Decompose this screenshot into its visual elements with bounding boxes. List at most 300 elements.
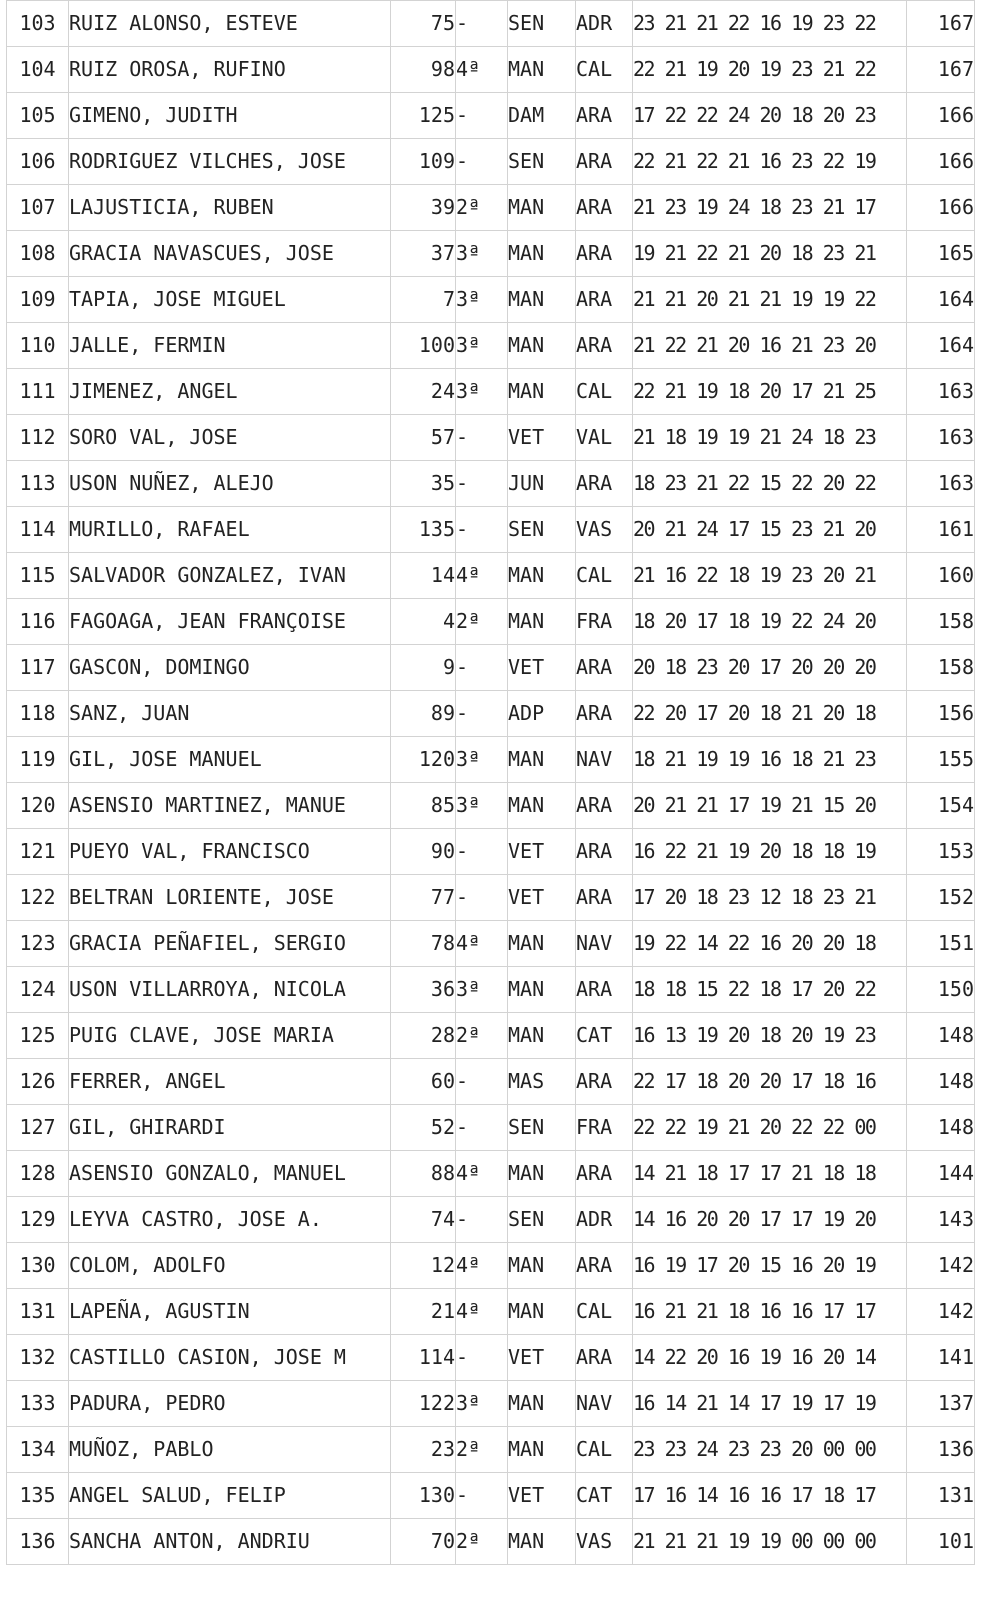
- dorsal-cell: 75: [391, 1, 456, 47]
- position-cell: 129: [7, 1197, 69, 1243]
- name-cell: LAJUSTICIA, RUBEN: [69, 185, 391, 231]
- name-cell: ASENSIO MARTINEZ, MANUE: [69, 783, 391, 829]
- position-cell: 126: [7, 1059, 69, 1105]
- total-cell: 136: [907, 1427, 975, 1473]
- total-cell: 165: [907, 231, 975, 277]
- name-cell: RUIZ OROSA, RUFINO: [69, 47, 391, 93]
- class-cell: MAN: [508, 231, 576, 277]
- dorsal-cell: 122: [391, 1381, 456, 1427]
- table-row: [7, 1059, 975, 1105]
- class-cell: VET: [508, 1335, 576, 1381]
- federation-cell: NAV: [576, 921, 633, 967]
- name-cell: RODRIGUEZ VILCHES, JOSE: [69, 139, 391, 185]
- total-cell: 101: [907, 1519, 975, 1565]
- class-cell: MAN: [508, 553, 576, 599]
- class-cell: VET: [508, 875, 576, 921]
- federation-cell: FRA: [576, 1105, 633, 1151]
- federation-cell: ARA: [576, 967, 633, 1013]
- total-cell: 166: [907, 139, 975, 185]
- dorsal-cell: 23: [391, 1427, 456, 1473]
- position-cell: 118: [7, 691, 69, 737]
- table-row: [7, 691, 975, 737]
- total-cell: 155: [907, 737, 975, 783]
- name-cell: MURILLO, RAFAEL: [69, 507, 391, 553]
- dorsal-cell: 125: [391, 93, 456, 139]
- table-row: [7, 93, 975, 139]
- total-cell: 142: [907, 1243, 975, 1289]
- category-cell: 3ª: [456, 1381, 508, 1427]
- total-cell: 167: [907, 1, 975, 47]
- table-row: [7, 875, 975, 921]
- class-cell: MAN: [508, 1427, 576, 1473]
- federation-cell: CAL: [576, 1289, 633, 1335]
- dorsal-cell: 130: [391, 1473, 456, 1519]
- table-row: [7, 1289, 975, 1335]
- federation-cell: VAS: [576, 507, 633, 553]
- federation-cell: VAS: [576, 1519, 633, 1565]
- position-cell: 103: [7, 1, 69, 47]
- class-cell: SEN: [508, 1197, 576, 1243]
- table-row: [7, 139, 975, 185]
- scores-cell: 20 21 21 17 19 21 15 20: [633, 783, 907, 829]
- table-row: [7, 599, 975, 645]
- scores-cell: 22 20 17 20 18 21 20 18: [633, 691, 907, 737]
- name-cell: MUÑOZ, PABLO: [69, 1427, 391, 1473]
- category-cell: 2ª: [456, 1013, 508, 1059]
- total-cell: 158: [907, 599, 975, 645]
- scores-cell: 21 23 19 24 18 23 21 17: [633, 185, 907, 231]
- dorsal-cell: 52: [391, 1105, 456, 1151]
- category-cell: -: [456, 461, 508, 507]
- total-cell: 152: [907, 875, 975, 921]
- dorsal-cell: 74: [391, 1197, 456, 1243]
- class-cell: MAN: [508, 1381, 576, 1427]
- dorsal-cell: 98: [391, 47, 456, 93]
- dorsal-cell: 24: [391, 369, 456, 415]
- federation-cell: ARA: [576, 1243, 633, 1289]
- name-cell: JALLE, FERMIN: [69, 323, 391, 369]
- federation-cell: NAV: [576, 737, 633, 783]
- position-cell: 128: [7, 1151, 69, 1197]
- scores-cell: 18 18 15 22 18 17 20 22: [633, 967, 907, 1013]
- position-cell: 123: [7, 921, 69, 967]
- scores-cell: 22 21 19 18 20 17 21 25: [633, 369, 907, 415]
- total-cell: 153: [907, 829, 975, 875]
- scores-cell: 21 16 22 18 19 23 20 21: [633, 553, 907, 599]
- class-cell: MAN: [508, 921, 576, 967]
- position-cell: 134: [7, 1427, 69, 1473]
- federation-cell: CAL: [576, 1427, 633, 1473]
- table-row: [7, 1, 975, 47]
- category-cell: 3ª: [456, 967, 508, 1013]
- name-cell: FAGOAGA, JEAN FRANÇOISE: [69, 599, 391, 645]
- table-row: [7, 783, 975, 829]
- scores-cell: 16 19 17 20 15 16 20 19: [633, 1243, 907, 1289]
- dorsal-cell: 4: [391, 599, 456, 645]
- total-cell: 161: [907, 507, 975, 553]
- position-cell: 112: [7, 415, 69, 461]
- federation-cell: ARA: [576, 691, 633, 737]
- scores-cell: 16 21 21 18 16 16 17 17: [633, 1289, 907, 1335]
- class-cell: MAN: [508, 323, 576, 369]
- class-cell: MAN: [508, 1013, 576, 1059]
- results-table: [6, 0, 975, 1565]
- table-row: [7, 415, 975, 461]
- table-row: [7, 1013, 975, 1059]
- class-cell: MAN: [508, 1519, 576, 1565]
- scores-cell: 18 21 19 19 16 18 21 23: [633, 737, 907, 783]
- position-cell: 108: [7, 231, 69, 277]
- category-cell: -: [456, 875, 508, 921]
- scores-cell: 19 21 22 21 20 18 23 21: [633, 231, 907, 277]
- category-cell: -: [456, 829, 508, 875]
- position-cell: 114: [7, 507, 69, 553]
- category-cell: -: [456, 139, 508, 185]
- total-cell: 141: [907, 1335, 975, 1381]
- table-row: [7, 323, 975, 369]
- position-cell: 105: [7, 93, 69, 139]
- total-cell: 160: [907, 553, 975, 599]
- table-row: [7, 737, 975, 783]
- class-cell: VET: [508, 645, 576, 691]
- dorsal-cell: 85: [391, 783, 456, 829]
- position-cell: 115: [7, 553, 69, 599]
- table-row: [7, 1105, 975, 1151]
- scores-cell: 22 21 19 20 19 23 21 22: [633, 47, 907, 93]
- dorsal-cell: 12: [391, 1243, 456, 1289]
- class-cell: MAN: [508, 1243, 576, 1289]
- position-cell: 110: [7, 323, 69, 369]
- total-cell: 156: [907, 691, 975, 737]
- name-cell: PADURA, PEDRO: [69, 1381, 391, 1427]
- total-cell: 151: [907, 921, 975, 967]
- class-cell: MAN: [508, 967, 576, 1013]
- dorsal-cell: 78: [391, 921, 456, 967]
- federation-cell: ARA: [576, 323, 633, 369]
- name-cell: GIL, GHIRARDI: [69, 1105, 391, 1151]
- federation-cell: ARA: [576, 1151, 633, 1197]
- total-cell: 163: [907, 369, 975, 415]
- name-cell: GRACIA PEÑAFIEL, SERGIO: [69, 921, 391, 967]
- name-cell: PUEYO VAL, FRANCISCO: [69, 829, 391, 875]
- scores-cell: 18 23 21 22 15 22 20 22: [633, 461, 907, 507]
- class-cell: VET: [508, 415, 576, 461]
- category-cell: 4ª: [456, 1289, 508, 1335]
- table-row: [7, 185, 975, 231]
- class-cell: VET: [508, 1473, 576, 1519]
- position-cell: 113: [7, 461, 69, 507]
- results-body: [7, 1, 975, 1565]
- category-cell: 4ª: [456, 1243, 508, 1289]
- scores-cell: 14 21 18 17 17 21 18 18: [633, 1151, 907, 1197]
- name-cell: USON VILLARROYA, NICOLA: [69, 967, 391, 1013]
- federation-cell: ARA: [576, 829, 633, 875]
- position-cell: 136: [7, 1519, 69, 1565]
- name-cell: COLOM, ADOLFO: [69, 1243, 391, 1289]
- dorsal-cell: 100: [391, 323, 456, 369]
- name-cell: BELTRAN LORIENTE, JOSE: [69, 875, 391, 921]
- table-row: [7, 1335, 975, 1381]
- name-cell: PUIG CLAVE, JOSE MARIA: [69, 1013, 391, 1059]
- federation-cell: ARA: [576, 875, 633, 921]
- category-cell: -: [456, 507, 508, 553]
- dorsal-cell: 36: [391, 967, 456, 1013]
- federation-cell: ADR: [576, 1197, 633, 1243]
- scores-cell: 22 17 18 20 20 17 18 16: [633, 1059, 907, 1105]
- scores-cell: 17 16 14 16 16 17 18 17: [633, 1473, 907, 1519]
- position-cell: 106: [7, 139, 69, 185]
- table-row: [7, 645, 975, 691]
- total-cell: 158: [907, 645, 975, 691]
- dorsal-cell: 114: [391, 1335, 456, 1381]
- dorsal-cell: 70: [391, 1519, 456, 1565]
- name-cell: LAPEÑA, AGUSTIN: [69, 1289, 391, 1335]
- category-cell: 3ª: [456, 737, 508, 783]
- federation-cell: ARA: [576, 1059, 633, 1105]
- federation-cell: ADR: [576, 1, 633, 47]
- class-cell: MAN: [508, 185, 576, 231]
- federation-cell: ARA: [576, 93, 633, 139]
- total-cell: 164: [907, 323, 975, 369]
- position-cell: 131: [7, 1289, 69, 1335]
- class-cell: SEN: [508, 139, 576, 185]
- category-cell: -: [456, 93, 508, 139]
- table-row: [7, 829, 975, 875]
- class-cell: MAN: [508, 1151, 576, 1197]
- scores-cell: 18 20 17 18 19 22 24 20: [633, 599, 907, 645]
- scores-cell: 17 20 18 23 12 18 23 21: [633, 875, 907, 921]
- category-cell: 2ª: [456, 1427, 508, 1473]
- dorsal-cell: 28: [391, 1013, 456, 1059]
- total-cell: 137: [907, 1381, 975, 1427]
- category-cell: -: [456, 691, 508, 737]
- total-cell: 150: [907, 967, 975, 1013]
- name-cell: SALVADOR GONZALEZ, IVAN: [69, 553, 391, 599]
- name-cell: LEYVA CASTRO, JOSE A.: [69, 1197, 391, 1243]
- federation-cell: ARA: [576, 783, 633, 829]
- position-cell: 104: [7, 47, 69, 93]
- category-cell: 3ª: [456, 323, 508, 369]
- name-cell: JIMENEZ, ANGEL: [69, 369, 391, 415]
- class-cell: MAN: [508, 1289, 576, 1335]
- scores-cell: 19 22 14 22 16 20 20 18: [633, 921, 907, 967]
- category-cell: -: [456, 415, 508, 461]
- category-cell: 3ª: [456, 231, 508, 277]
- name-cell: RUIZ ALONSO, ESTEVE: [69, 1, 391, 47]
- federation-cell: ARA: [576, 185, 633, 231]
- category-cell: 4ª: [456, 921, 508, 967]
- category-cell: 3ª: [456, 277, 508, 323]
- category-cell: 2ª: [456, 599, 508, 645]
- position-cell: 109: [7, 277, 69, 323]
- position-cell: 121: [7, 829, 69, 875]
- class-cell: SEN: [508, 1105, 576, 1151]
- dorsal-cell: 39: [391, 185, 456, 231]
- table-row: [7, 47, 975, 93]
- position-cell: 107: [7, 185, 69, 231]
- position-cell: 119: [7, 737, 69, 783]
- class-cell: MAN: [508, 277, 576, 323]
- name-cell: ASENSIO GONZALO, MANUEL: [69, 1151, 391, 1197]
- scores-cell: 17 22 22 24 20 18 20 23: [633, 93, 907, 139]
- federation-cell: ARA: [576, 139, 633, 185]
- class-cell: MAN: [508, 599, 576, 645]
- name-cell: SORO VAL, JOSE: [69, 415, 391, 461]
- scores-cell: 20 18 23 20 17 20 20 20: [633, 645, 907, 691]
- category-cell: -: [456, 1, 508, 47]
- category-cell: -: [456, 1197, 508, 1243]
- class-cell: MAN: [508, 369, 576, 415]
- table-row: [7, 1427, 975, 1473]
- position-cell: 120: [7, 783, 69, 829]
- total-cell: 166: [907, 93, 975, 139]
- federation-cell: ARA: [576, 645, 633, 691]
- position-cell: 117: [7, 645, 69, 691]
- scores-cell: 21 21 20 21 21 19 19 22: [633, 277, 907, 323]
- total-cell: 148: [907, 1105, 975, 1151]
- total-cell: 167: [907, 47, 975, 93]
- total-cell: 148: [907, 1059, 975, 1105]
- federation-cell: FRA: [576, 599, 633, 645]
- table-row: [7, 461, 975, 507]
- class-cell: MAN: [508, 737, 576, 783]
- table-row: [7, 369, 975, 415]
- position-cell: 127: [7, 1105, 69, 1151]
- federation-cell: NAV: [576, 1381, 633, 1427]
- federation-cell: ARA: [576, 231, 633, 277]
- dorsal-cell: 89: [391, 691, 456, 737]
- position-cell: 122: [7, 875, 69, 921]
- class-cell: DAM: [508, 93, 576, 139]
- scores-cell: 22 21 22 21 16 23 22 19: [633, 139, 907, 185]
- total-cell: 163: [907, 461, 975, 507]
- federation-cell: VAL: [576, 415, 633, 461]
- table-row: [7, 1243, 975, 1289]
- scores-cell: 14 16 20 20 17 17 19 20: [633, 1197, 907, 1243]
- table-row: [7, 1197, 975, 1243]
- position-cell: 132: [7, 1335, 69, 1381]
- total-cell: 163: [907, 415, 975, 461]
- category-cell: 2ª: [456, 185, 508, 231]
- total-cell: 166: [907, 185, 975, 231]
- total-cell: 142: [907, 1289, 975, 1335]
- federation-cell: CAT: [576, 1473, 633, 1519]
- federation-cell: ARA: [576, 461, 633, 507]
- scores-cell: 22 22 19 21 20 22 22 00: [633, 1105, 907, 1151]
- scores-cell: 21 18 19 19 21 24 18 23: [633, 415, 907, 461]
- table-row: [7, 231, 975, 277]
- table-row: [7, 1473, 975, 1519]
- federation-cell: CAL: [576, 369, 633, 415]
- dorsal-cell: 88: [391, 1151, 456, 1197]
- name-cell: GRACIA NAVASCUES, JOSE: [69, 231, 391, 277]
- dorsal-cell: 7: [391, 277, 456, 323]
- federation-cell: CAL: [576, 47, 633, 93]
- position-cell: 116: [7, 599, 69, 645]
- class-cell: JUN: [508, 461, 576, 507]
- table-row: [7, 507, 975, 553]
- table-row: [7, 553, 975, 599]
- total-cell: 143: [907, 1197, 975, 1243]
- dorsal-cell: 77: [391, 875, 456, 921]
- class-cell: SEN: [508, 507, 576, 553]
- position-cell: 111: [7, 369, 69, 415]
- total-cell: 148: [907, 1013, 975, 1059]
- class-cell: SEN: [508, 1, 576, 47]
- name-cell: CASTILLO CASION, JOSE M: [69, 1335, 391, 1381]
- federation-cell: CAT: [576, 1013, 633, 1059]
- category-cell: 4ª: [456, 1151, 508, 1197]
- scores-cell: 14 22 20 16 19 16 20 14: [633, 1335, 907, 1381]
- scores-cell: 20 21 24 17 15 23 21 20: [633, 507, 907, 553]
- dorsal-cell: 60: [391, 1059, 456, 1105]
- category-cell: 3ª: [456, 783, 508, 829]
- class-cell: MAS: [508, 1059, 576, 1105]
- scores-cell: 16 22 21 19 20 18 18 19: [633, 829, 907, 875]
- dorsal-cell: 21: [391, 1289, 456, 1335]
- category-cell: 4ª: [456, 553, 508, 599]
- name-cell: ANGEL SALUD, FELIP: [69, 1473, 391, 1519]
- table-row: [7, 1381, 975, 1427]
- name-cell: GIMENO, JUDITH: [69, 93, 391, 139]
- name-cell: FERRER, ANGEL: [69, 1059, 391, 1105]
- class-cell: ADP: [508, 691, 576, 737]
- total-cell: 144: [907, 1151, 975, 1197]
- dorsal-cell: 135: [391, 507, 456, 553]
- name-cell: GIL, JOSE MANUEL: [69, 737, 391, 783]
- dorsal-cell: 109: [391, 139, 456, 185]
- position-cell: 124: [7, 967, 69, 1013]
- category-cell: -: [456, 1105, 508, 1151]
- position-cell: 133: [7, 1381, 69, 1427]
- table-row: [7, 277, 975, 323]
- dorsal-cell: 90: [391, 829, 456, 875]
- scores-cell: 23 23 24 23 23 20 00 00: [633, 1427, 907, 1473]
- scores-cell: 23 21 21 22 16 19 23 22: [633, 1, 907, 47]
- category-cell: -: [456, 645, 508, 691]
- name-cell: SANCHA ANTON, ANDRIU: [69, 1519, 391, 1565]
- name-cell: USON NUÑEZ, ALEJO: [69, 461, 391, 507]
- name-cell: SANZ, JUAN: [69, 691, 391, 737]
- category-cell: 4ª: [456, 47, 508, 93]
- federation-cell: ARA: [576, 277, 633, 323]
- dorsal-cell: 120: [391, 737, 456, 783]
- name-cell: GASCON, DOMINGO: [69, 645, 391, 691]
- category-cell: -: [456, 1059, 508, 1105]
- category-cell: -: [456, 1473, 508, 1519]
- table-row: [7, 1151, 975, 1197]
- scores-cell: 21 22 21 20 16 21 23 20: [633, 323, 907, 369]
- position-cell: 125: [7, 1013, 69, 1059]
- category-cell: -: [456, 1335, 508, 1381]
- total-cell: 131: [907, 1473, 975, 1519]
- name-cell: TAPIA, JOSE MIGUEL: [69, 277, 391, 323]
- category-cell: 2ª: [456, 1519, 508, 1565]
- dorsal-cell: 35: [391, 461, 456, 507]
- scores-cell: 16 14 21 14 17 19 17 19: [633, 1381, 907, 1427]
- position-cell: 130: [7, 1243, 69, 1289]
- category-cell: 3ª: [456, 369, 508, 415]
- total-cell: 154: [907, 783, 975, 829]
- class-cell: VET: [508, 829, 576, 875]
- total-cell: 164: [907, 277, 975, 323]
- federation-cell: CAL: [576, 553, 633, 599]
- federation-cell: ARA: [576, 1335, 633, 1381]
- class-cell: MAN: [508, 47, 576, 93]
- position-cell: 135: [7, 1473, 69, 1519]
- table-row: [7, 1519, 975, 1565]
- scores-cell: 16 13 19 20 18 20 19 23: [633, 1013, 907, 1059]
